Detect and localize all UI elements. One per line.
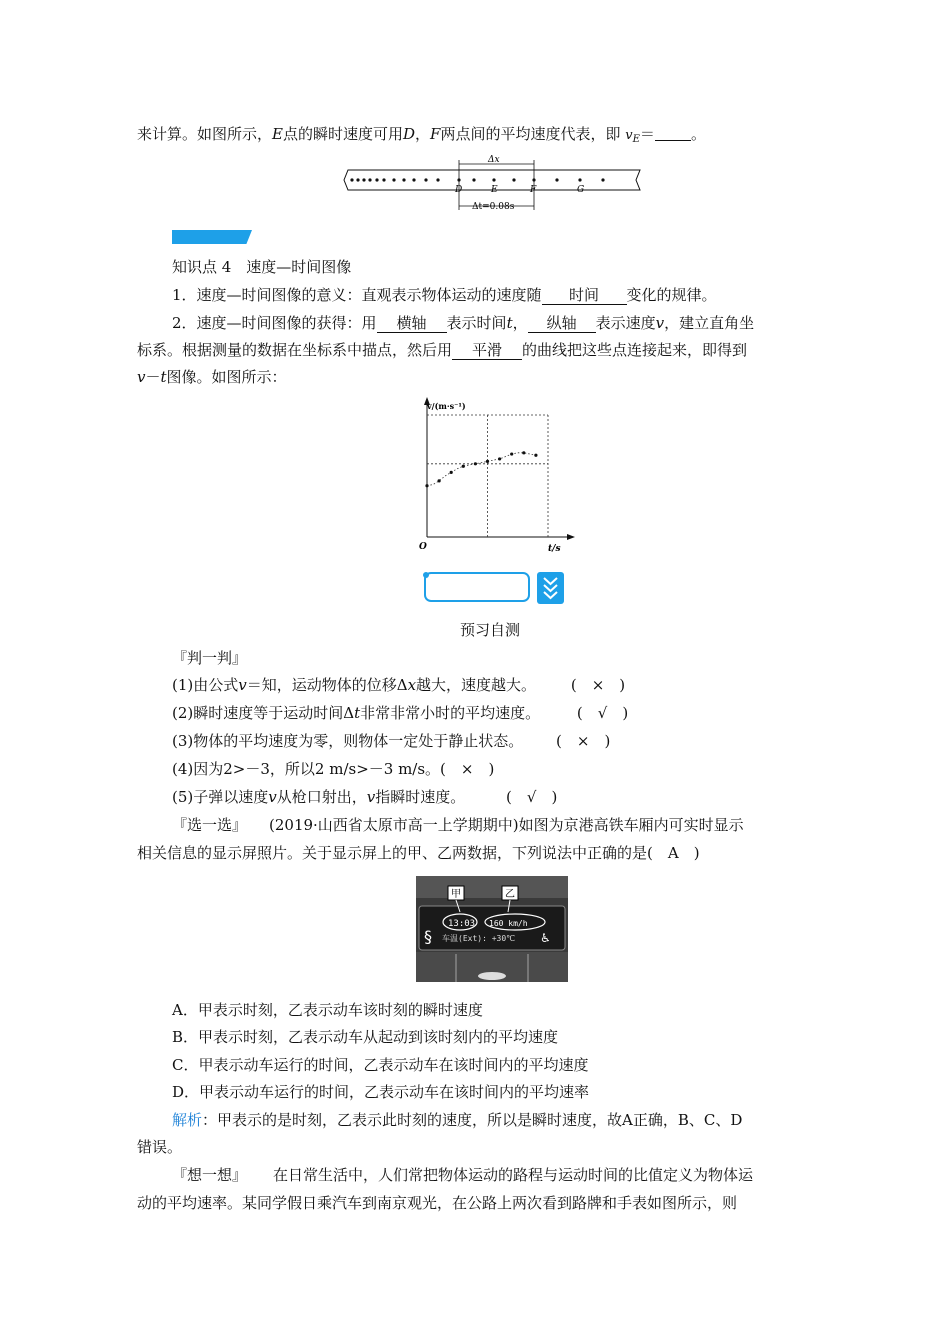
tape-point-e: E <box>491 185 498 195</box>
option-c: C．甲表示动车运行的时间，乙表示动车在该时间内的平均速度 <box>172 1056 589 1074</box>
train-display-photo <box>416 876 568 982</box>
knowledge-banner <box>172 230 252 244</box>
option-a: A．甲表示时刻，乙表示动车该时刻的瞬时速度 <box>172 1001 483 1019</box>
knowledge-item-2-end: v－t图像。如图所示： <box>137 368 287 386</box>
restroom-icon: ♿ <box>540 931 551 945</box>
knowledge-title: 知识点 4 速度—时间图像 <box>172 258 352 276</box>
data-point <box>510 452 513 455</box>
photo-speed: 160 km/h <box>489 919 528 928</box>
judge-item-2: (2)瞬时速度等于运动时间Δt非常非常小时的平均速度。 ( √ ) <box>172 704 629 722</box>
paper-tape-figure <box>342 155 642 215</box>
choose-line-2: 相关信息的显示屏照片。关于显示屏上的甲、乙两数据，下列说法中正确的是( A ) <box>137 844 700 862</box>
option-d: D．甲表示动车运行的时间，乙表示动车在该时间内的平均速率 <box>172 1083 590 1101</box>
answer-blank <box>655 126 691 141</box>
fit-curve <box>427 453 536 486</box>
chevron-down-icon <box>537 572 564 604</box>
analysis-label: 解析 <box>172 1111 203 1129</box>
knowledge-item-2: 2．速度—时间图像的获得：用 横轴 表示时间t， 纵轴 表示速度v，建立直角坐 <box>172 314 755 332</box>
x-axis-arrow <box>567 534 575 540</box>
judge-item-3: (3)物体的平均速度为零，则物体一定处于静止状态。 ( × ) <box>172 732 611 750</box>
photo-temp: 车温(Ext): +30℃ <box>442 934 516 943</box>
answer-time: 时间 <box>542 286 627 305</box>
photo-time: 13:03 <box>448 919 476 929</box>
option-b: B．甲表示时刻，乙表示动车从起动到该时刻内的平均速度 <box>172 1028 559 1046</box>
vt-chart <box>405 397 575 557</box>
tape-point-g: G <box>577 185 585 195</box>
judge-item-4: (4)因为2>－3，所以2 m/s>－3 m/s。( × ) <box>172 760 495 778</box>
data-point <box>450 471 453 474</box>
think-line-1: 『想一想』 在日常生活中，人们常把物体运动的路程与运动时间的比值定义为物体运 <box>172 1166 754 1184</box>
data-point <box>474 462 477 465</box>
data-point <box>425 484 428 487</box>
data-point <box>462 465 465 468</box>
think-line-2: 动的平均速率。某同学假日乘汽车到南京观光，在公路上两次看到路牌和手表如图所示，则 <box>137 1194 738 1212</box>
ve-symbol: $v_E$ <box>625 128 640 145</box>
data-point <box>522 451 525 454</box>
knowledge-item-1: 1．速度—时间图像的意义：直观表示物体运动的速度随 时间 变化的规律。 <box>172 286 717 304</box>
section-dot <box>423 572 429 578</box>
tape-dt-label: Δt=0.08s <box>472 202 515 212</box>
data-point <box>438 479 441 482</box>
judge-item-1: (1)由公式v＝知，运动物体的位移Δx越大，速度越大。 ( × ) <box>172 676 626 694</box>
tape-dx-label: Δx <box>488 155 500 165</box>
section-title: 预习自测 <box>460 621 521 639</box>
intro-line: 来计算。如图所示，E点的瞬时速度可用D，F两点间的平均速度代表，即 $v_E=$ 。 <box>137 125 706 145</box>
wifi-icon: § <box>424 927 432 946</box>
vt-ylabel: v/(m·s⁻¹) <box>427 401 466 411</box>
vt-origin: O <box>419 542 427 552</box>
judge-header: 『判一判』 <box>172 649 248 667</box>
vt-xlabel: t/s <box>548 544 561 554</box>
data-point <box>534 454 537 457</box>
section-title-box <box>424 572 530 602</box>
judge-item-5: (5)子弹以速度v从枪口射出，v指瞬时速度。 ( √ ) <box>172 788 558 806</box>
knowledge-item-2-cont: 标系。根据测量的数据在坐标系中描点，然后用 平滑 的曲线把这些点连接起来，即得到 <box>137 341 748 359</box>
answer-vertical-axis: 纵轴 <box>528 314 596 333</box>
data-point <box>498 457 501 460</box>
data-point <box>486 460 489 463</box>
photo-label-yi: 乙 <box>505 889 515 900</box>
photo-label-jia: 甲 <box>451 889 461 900</box>
answer-horizontal-axis: 横轴 <box>377 314 447 333</box>
analysis-line-1: 解析：甲表示的是时刻，乙表示此时刻的速度，所以是瞬时速度，故A正确，B、C、D <box>172 1111 743 1129</box>
analysis-line-2: 错误。 <box>137 1138 183 1156</box>
tape-point-d: D <box>455 185 463 195</box>
tape-point-f: F <box>530 185 537 195</box>
answer-smooth: 平滑 <box>452 341 522 360</box>
choose-line-1: 『选一选』 (2019·山西省太原市高一上学期期中)如图为京港高铁车厢内可实时显示 <box>172 816 744 834</box>
